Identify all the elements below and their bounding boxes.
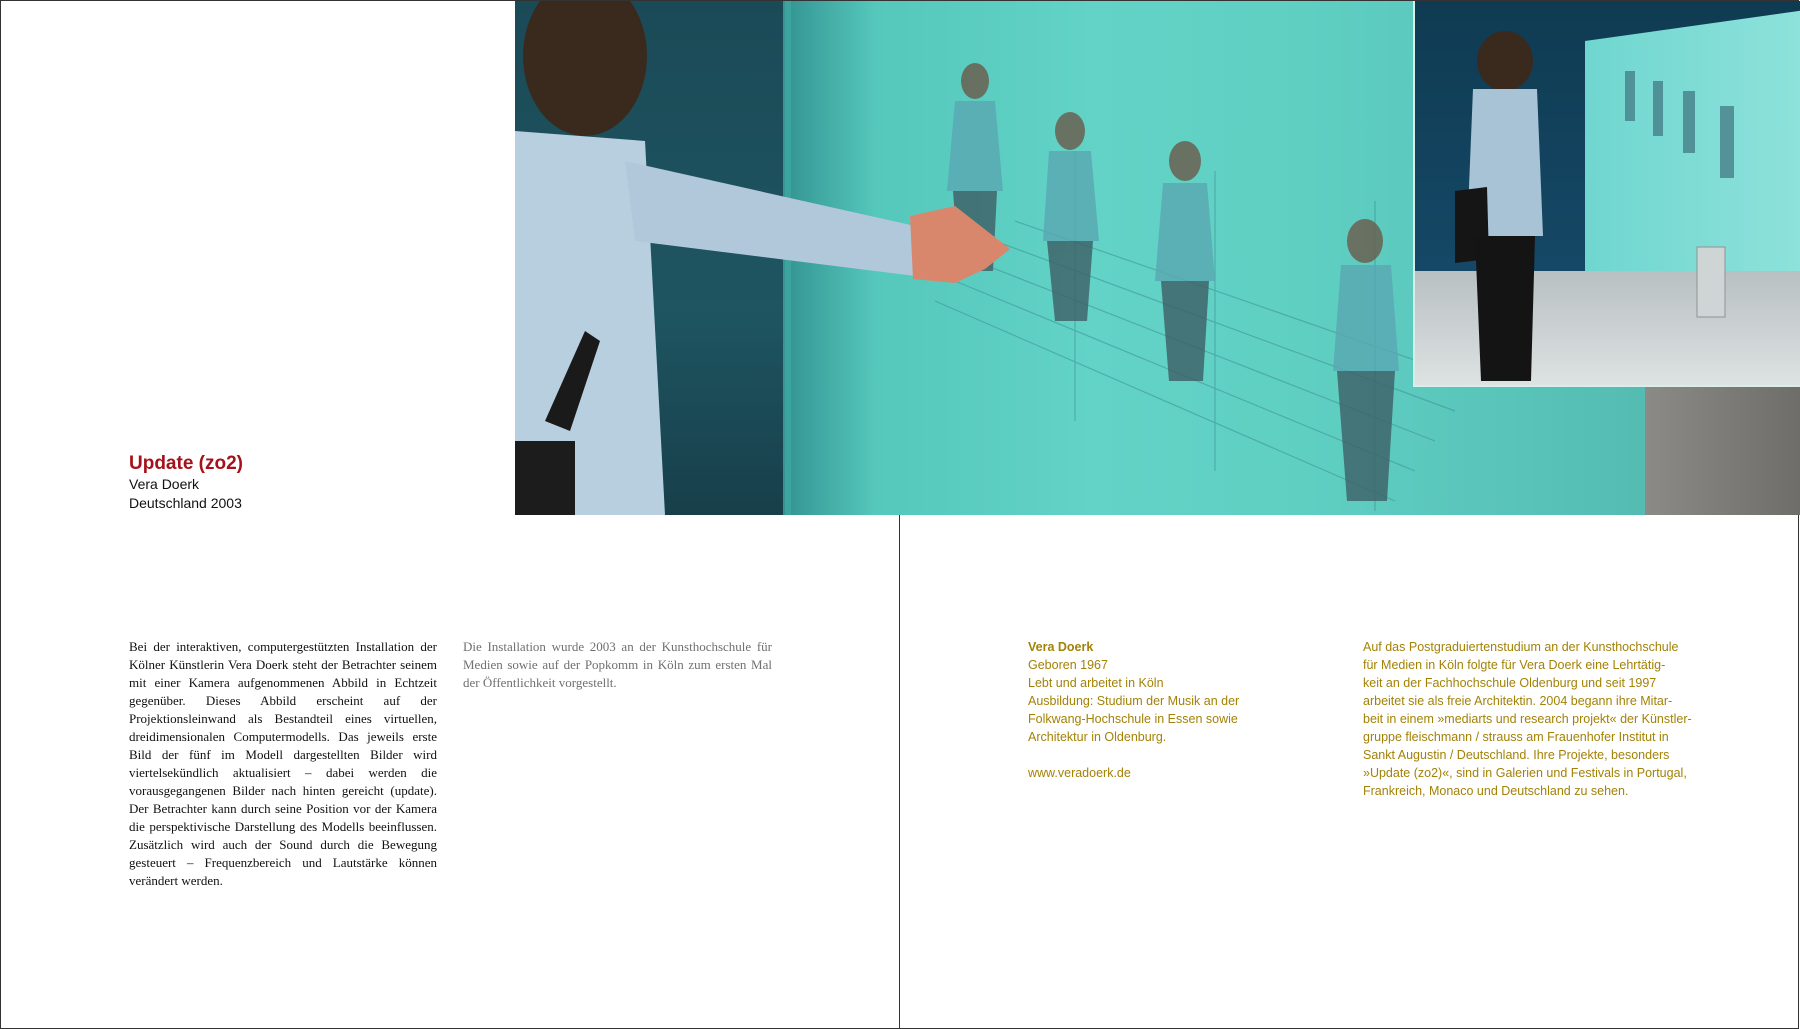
artist-info-line: Ausbildung: Studium der Musik an der bbox=[1028, 694, 1240, 708]
artist-info-line: Lebt und arbeitet in Köln bbox=[1028, 676, 1164, 690]
artist-info bbox=[1028, 638, 1268, 782]
bio-line: Frankreich, Monaco und Deutschland zu sehen. bbox=[1363, 784, 1629, 798]
bio-line: »Update (zo2)«, sind in Galerien und Festivals in Portugal, bbox=[1363, 766, 1687, 780]
bio-line: Auf das Postgraduiertenstudium an der Kunsthochschule bbox=[1363, 640, 1679, 654]
bio-line: gruppe fleischmann / strauss am Frauenhofer Institut in bbox=[1363, 730, 1669, 744]
inset-visitor bbox=[1455, 31, 1543, 381]
artist-website-link[interactable]: www.veradoerk.de bbox=[1028, 766, 1131, 780]
bio-line: keit an der Fachhochschule Oldenburg und seit 1997 bbox=[1363, 676, 1657, 690]
bio-line: Sankt Augustin / Deutschland. Ihre Projekte, besonders bbox=[1363, 748, 1670, 762]
gray-floor-area bbox=[1645, 386, 1800, 515]
projected-figure-group bbox=[947, 63, 1399, 501]
artwork-origin: Deutschland 2003 bbox=[129, 495, 242, 511]
inset-photo bbox=[1413, 1, 1800, 387]
description-text: Bei der interaktiven, computergestützten Installation der Kölner Künstlerin Vera Doerk steht der Betrachter seinem mit einer Kamera aufgenommenen Abbild in Echtzeit gegenüber. Dieses Abbild erscheint auf der Projektionsleinwand als Bestandteil eines virtuellen, dreidimensionalen Computermodells. Das jeweils erste Bild der fünf im Modell dargestellten Bilder wird viertelsekündlich aktualisiert – dabei werden die vorausgegangenen Bilder nach hinten gereicht (update). Der Betrachter kann durch seine Position vor der Kamera die perspektivische Darstellung des Modells beeinflussen. Zusätzlich wird auch der Sound durch die Bewegung gesteuert – Frequenzbereich und Lautstärke können verändert werden. bbox=[129, 639, 437, 888]
artist-info-line: Geboren 1967 bbox=[1028, 658, 1108, 672]
bio-line: für Medien in Köln folgte für Vera Doerk eine Lehrtätig- bbox=[1363, 658, 1666, 672]
bio-line: beit in einem »mediarts und research projekt« der Künstler- bbox=[1363, 712, 1692, 726]
presentation-text: Die Installation wurde 2003 an der Kunsthochschule für Medien sowie auf der Popkomm in Köln zum ersten Mal der Öffentlichkeit vorgestellt. bbox=[463, 639, 772, 690]
spacer bbox=[1028, 746, 1268, 764]
artwork-title-block bbox=[129, 453, 243, 513]
inset-scene bbox=[1415, 1, 1800, 385]
artist-info-line: Folkwang-Hochschule in Essen sowie bbox=[1028, 712, 1238, 726]
artwork-artist: Vera Doerk bbox=[129, 476, 200, 492]
artist-info-line: Architektur in Oldenburg. bbox=[1028, 730, 1167, 744]
artwork-title: Update (zo2) bbox=[129, 453, 243, 474]
bio-line: arbeitet sie als freie Architektin. 2004 begann ihre Mitar- bbox=[1363, 694, 1673, 708]
artist-biography bbox=[1363, 638, 1692, 800]
foreground-visitor bbox=[515, 1, 1010, 515]
artist-name: Vera Doerk bbox=[1028, 640, 1094, 654]
